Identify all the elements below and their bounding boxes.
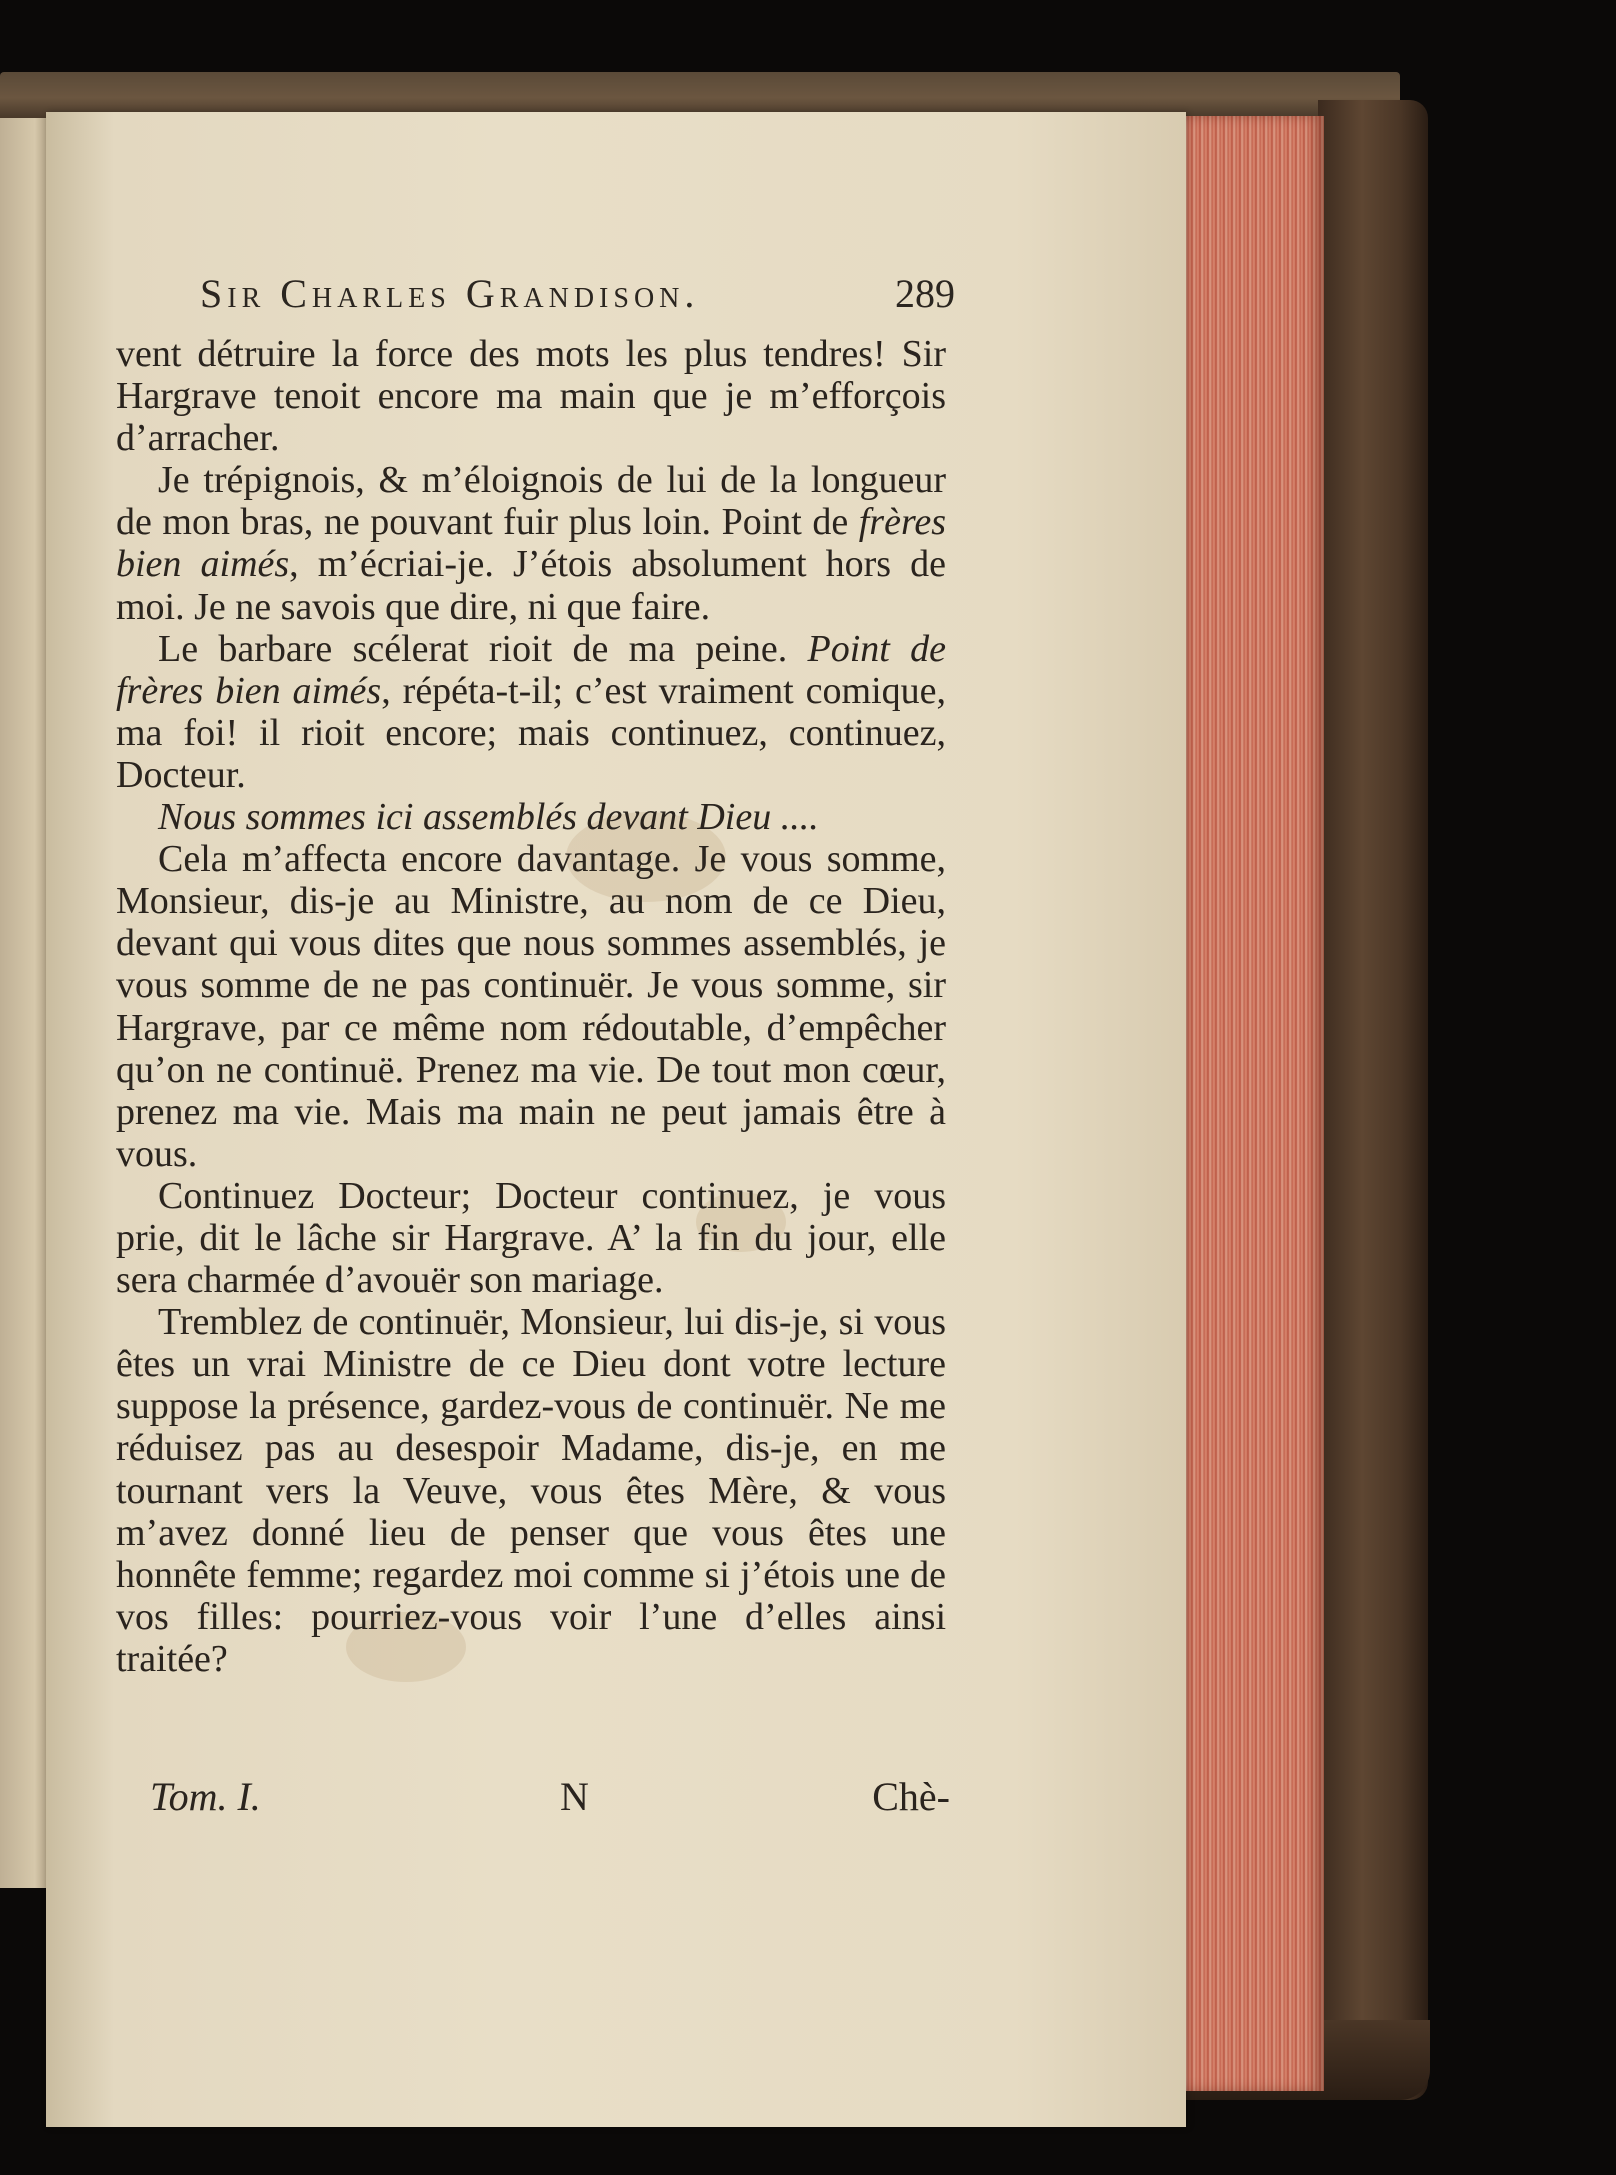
running-head [155,270,955,330]
text-run: vent détruire la force des mots les plus tendres! Sir Hargrave tenoit encore ma main que je m’efforçois d’arracher. [116,333,946,460]
text-run: Je trépignois, & m’éloignois de lui de la longueur de mon bras, ne pouvant fuir plus loin. Point de [116,459,946,544]
italic-text: Nous sommes ici assemblés devant Dieu .... [158,796,819,839]
facing-page-edge [0,118,50,1888]
page-number: 289 [895,271,955,316]
book-cover-spine-edge [1318,100,1428,2100]
text-run: Tremblez de continuër, Monsieur, lui dis-je, si vous êtes un vrai Ministre de ce Dieu dont votre lecture suppose la présence, gardez-vous de continuër. Ne me réduisez pas au desespoir Madame, dis-je, en me tournant vers la Veuve, vous êtes Mère, & vous m’avez donné lieu de penser que vous êtes une honnête femme; regardez moi comme si j’étois une de vos filles: pourriez-vous voir l’une d’elles ainsi traitée? [116,1301,946,1680]
paragraph [116,796,946,838]
paragraph [116,333,946,459]
italic-text: Point de frères bien aimés [116,627,946,712]
paragraph [116,838,946,1175]
running-title: Sir Charles Grandison. [200,271,700,316]
italic-text: frères bien aimés [116,501,946,586]
paragraph [116,459,946,627]
text-run: , m’écriai-je. J’étois absolument hors de moi. Je ne savois que dire, ni que faire. [116,543,946,628]
volume-mark: Tom. I. [150,1774,261,1819]
body-text [116,333,946,1680]
text-run: Cela m’affecta encore davantage. Je vous somme, Monsieur, dis-je au Ministre, au nom de ce Dieu, devant qui vous dites que nous sommes assemblés, je vous somme de ne pas continuër. Je vous somme, sir Hargrave, par ce même nom rédoutable, d’empêcher qu’on ne continuë. Prenez ma vie. De tout mon cœur, prenez ma vie. Mais ma main ne peut jamais être à vous. [116,838,946,1175]
page-footer [150,1773,950,1823]
text-run: Le barbare scélerat rioit de ma peine. [158,627,808,670]
red-page-edges [1168,116,1324,2091]
text-run: Continuez Docteur; Docteur continuez, je vous prie, dit le lâche sir Hargrave. A’ la fin du jour, elle sera charmée d’avouër son mariage. [116,1174,946,1302]
paragraph [116,1301,946,1680]
paragraph [116,628,946,796]
catchword: Chè- [872,1774,950,1819]
text-run: , répéta-t-il; c’est vraiment comique, ma foi! il rioit encore; mais continuez, continuez, Docteur. [116,669,946,796]
paragraph [116,1175,946,1301]
signature-mark: N [560,1774,589,1819]
